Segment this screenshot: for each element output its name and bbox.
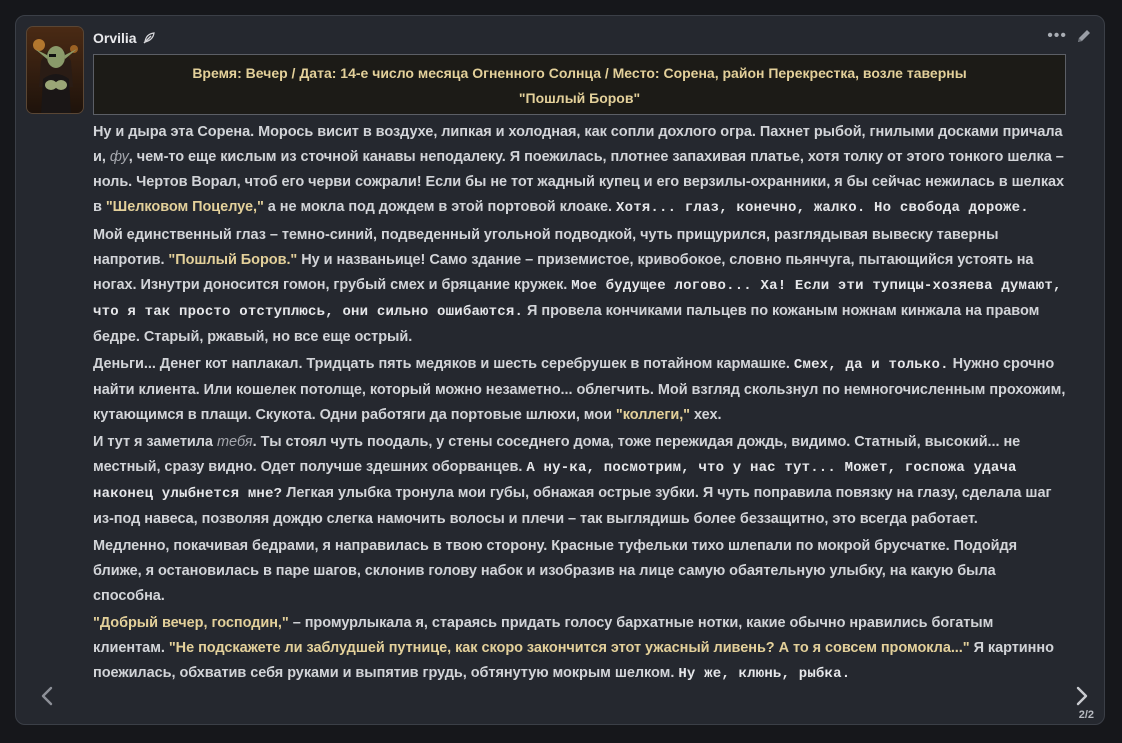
paragraph-5 bbox=[93, 534, 1069, 609]
paragraph-text: а не мокла под дождем в этой портовой клоаке. bbox=[263, 199, 616, 215]
scene-header bbox=[93, 54, 1066, 115]
scene-header-line1: Время: Вечер / Дата: 14-е число месяца Огненного Солнца / Место: Сорена, район Перекрестка, возле таверны bbox=[192, 65, 967, 81]
paragraph-3 bbox=[93, 352, 1069, 428]
paragraph-4 bbox=[93, 430, 1069, 532]
italic-text: фу bbox=[109, 149, 129, 165]
feather-icon bbox=[142, 31, 156, 45]
paragraph-1 bbox=[93, 120, 1069, 221]
paragraph-text: Я провела кончиками пальцев по кожаным ножнам кинжала на правом бедре. Старый, ржавый, но все еще острый. bbox=[93, 303, 1040, 345]
message-actions bbox=[1047, 28, 1092, 44]
swipe-right-button[interactable] bbox=[1071, 685, 1091, 712]
paragraph-text: Мой единственный глаз – темно-синий, подведенный угольной подводкой, чуть прищурился, разглядывая вывеску таверны напротив. bbox=[93, 227, 999, 268]
message-card bbox=[15, 15, 1105, 725]
thought-text: Смех, да и только. bbox=[793, 357, 949, 373]
paragraph-text: Медленно, покачивая бедрами, я направилась в твою сторону. Красные туфельки тихо шлепали по мокрой брусчатке. Подойдя ближе, я остановилась в паре шагов, склонив голову набок и изобразив на лице самую обаятельную улыбку, на какую была способна. bbox=[93, 538, 1018, 604]
quoted-text: "Пошлый Боров." bbox=[168, 252, 298, 268]
scene-header-line2: "Пошлый Боров" bbox=[518, 90, 641, 106]
character-name-text: Orvilia bbox=[93, 30, 137, 46]
paragraph-text: – промурлыкала я, стараясь придать голосу бархатные нотки, какие обычно нравились богатым клиентам. bbox=[93, 615, 994, 656]
thought-text: Мое будущее логово... Ха! Если эти тупицы-хозяева думают, что я так просто отступлюсь, они сильно ошибаются. bbox=[93, 278, 1062, 320]
paragraph-text: . Ты стоял чуть поодаль, у стены соседнего дома, тоже пережидая дождь, видимо. Статный, высокий... не местный, сразу видно. Одет получше здешних оборванцев. bbox=[93, 434, 1021, 475]
chevron-left-icon bbox=[38, 685, 58, 707]
more-options-icon[interactable]: ••• bbox=[1047, 27, 1067, 44]
quoted-text: "коллеги," bbox=[615, 407, 691, 423]
paragraph-text: хех. bbox=[690, 407, 722, 423]
paragraph-text: Нужно срочно найти клиента. Или кошелек потолще, который можно незаметно... облегчить. Мой взгляд скользнул по немногочисленным прохожим, кутающимся в плащи. Скукота. Одни работяги да портовые шлюхи, мои bbox=[93, 356, 1066, 423]
edit-pencil-icon[interactable] bbox=[1076, 28, 1092, 44]
paragraph-text: Я картинно поежилась, обхватив себя руками и выпятив грудь, обтянутую мокрым шелком. bbox=[93, 640, 1054, 681]
thought-text: Хотя... глаз, конечно, жалко. Но свобода дороже. bbox=[616, 200, 1029, 216]
paragraph-6 bbox=[93, 611, 1069, 687]
paragraph-2 bbox=[93, 223, 1069, 350]
swipe-counter: 2/2 bbox=[1078, 709, 1094, 721]
character-name bbox=[93, 30, 156, 46]
paragraph-text: , чем-то еще кислым из сточной канавы неподалеку. Я поежилась, плотнее запахивая платье, хотя толку от этого тонкого шелка – ноль. Чертов Ворал, чтоб его черви сожрали! Если бы не тот жадный купец и его верзилы-охранники, я бы сейчас нежилась в шелках в bbox=[93, 149, 1065, 215]
quoted-text: "Шелковом Поцелуе," bbox=[105, 199, 264, 215]
chevron-right-icon bbox=[1071, 685, 1091, 707]
thought-text: Ну же, клюнь, рыбка. bbox=[678, 666, 851, 682]
quoted-text: "Не подскажете ли заблудшей путнице, как скоро закончится этот ужасный ливень? А то я совсем промокла..." bbox=[168, 640, 970, 656]
paragraph-text: Деньги... Денег кот наплакал. Тридцать пять медяков и шесть серебрушек в потайном кармашке. bbox=[93, 356, 794, 372]
paragraph-text: Ну и названьице! Само здание – приземистое, кривобокое, словно пьянчуга, пытающийся устоять на ногах. Изнутри доносится гомон, грубый смех и бряцание кружек. bbox=[93, 252, 1034, 293]
italic-text: тебя bbox=[216, 434, 253, 450]
message-body bbox=[93, 120, 1069, 689]
thought-text: А ну-ка, посмотрим, что у нас тут... Может, госпожа удача наконец улыбнется мне? bbox=[93, 460, 1017, 502]
paragraph-text: И тут я заметила bbox=[93, 434, 217, 450]
character-avatar[interactable] bbox=[26, 26, 84, 114]
quoted-text: "Добрый вечер, господин," bbox=[93, 615, 289, 631]
swipe-left-button[interactable] bbox=[38, 685, 58, 712]
paragraph-text: Ну и дыра эта Сорена. Морось висит в воздухе, липкая и холодная, как сопли дохлого огра. Пахнет рыбой, гнилыми досками причала и, bbox=[93, 124, 1063, 165]
paragraph-text: Легкая улыбка тронула мои губы, обнажая острые зубки. Я чуть поправила повязку на глазу, сделала шаг из-под навеса, позволяя дождю слегка намочить волосы и плечи – так выглядишь более беззащитно, это всегда работает. bbox=[93, 485, 1052, 527]
